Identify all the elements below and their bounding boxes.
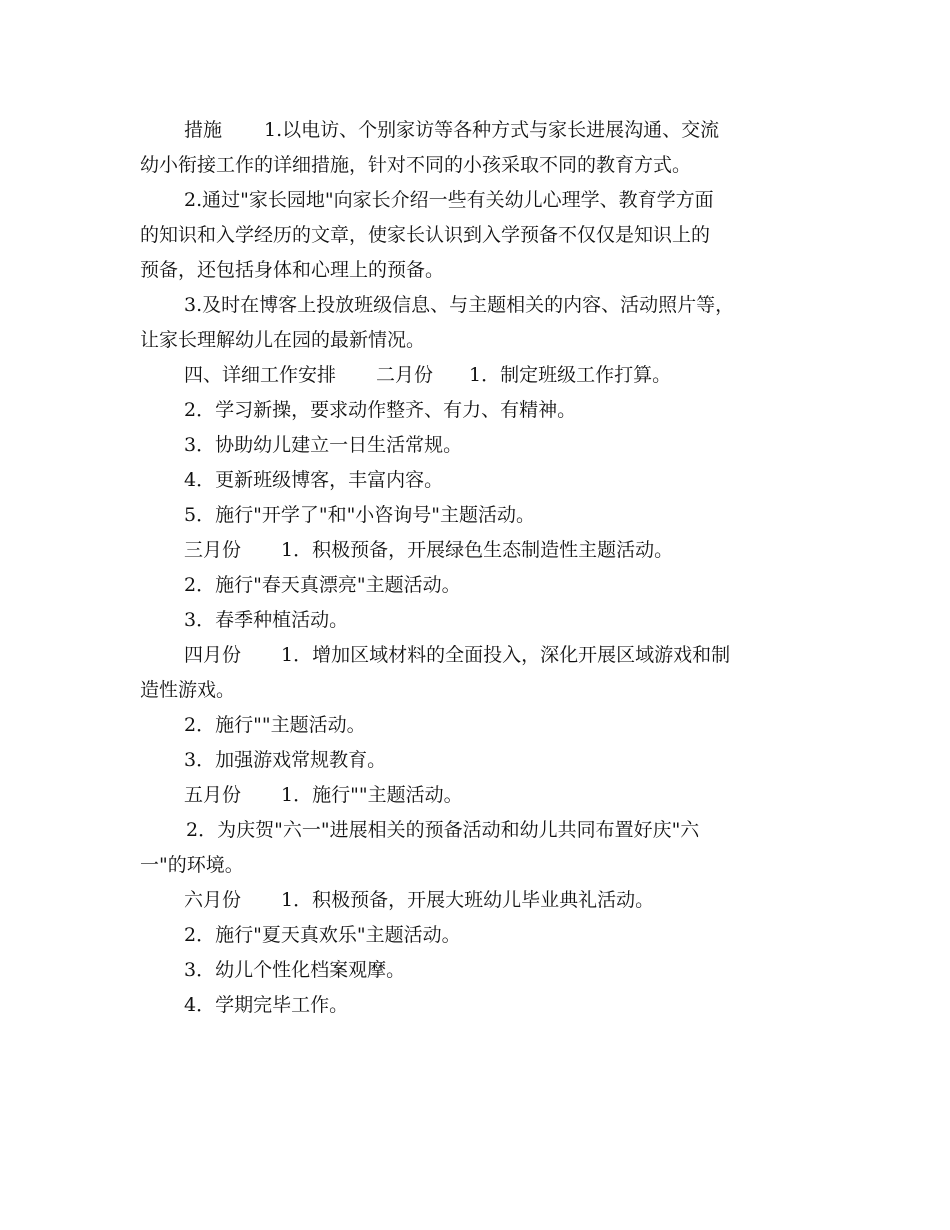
may-item-2: 2．为庆贺"六一"进展相关的预备活动和幼儿共同布置好庆"六 [186, 819, 700, 841]
feb-item-4: 4．更新班级博客，丰富内容。 [184, 469, 444, 491]
measures-line-3: 2.通过"家长园地"向家长介绍一些有关幼儿心理学、教育学方面 [184, 189, 714, 211]
feb-item-2: 2．学习新操，要求动作整齐、有力、有精神。 [184, 399, 577, 421]
mar-item-2: 2．施行"春天真漂亮"主题活动。 [184, 574, 461, 596]
apr-item-1: 1．增加区域材料的全面投入，深化开展区域游戏和制 [281, 644, 731, 666]
apr-item-3: 3．加强游戏常规教育。 [184, 749, 387, 771]
feb-item-1: 1．制定班级工作打算。 [469, 364, 672, 386]
measures-line-7: 让家长理解幼儿在园的最新情况。 [140, 329, 426, 351]
measures-line-2: 幼小衔接工作的详细措施，针对不同的小孩采取不同的教育方式。 [140, 154, 692, 176]
measures-line-6: 3.及时在博客上投放班级信息、与主题相关的内容、活动照片等， [184, 294, 735, 316]
measures-line-1 [140, 113, 830, 148]
measures-label: 措施 [184, 119, 223, 141]
apr-month-label: 四月份 [184, 644, 242, 666]
jun-line-1 [140, 883, 830, 918]
may-item-1: 1．施行""主题活动。 [281, 784, 463, 806]
schedule-heading-line [140, 358, 830, 393]
jun-item-3: 3．幼儿个性化档案观摩。 [184, 959, 406, 981]
feb-item-5: 5．施行"开学了"和"小咨询号"主题活动。 [184, 504, 536, 526]
feb-item-3: 3．协助幼儿建立一日生活常规。 [184, 434, 463, 456]
measures-line-4: 的知识和入学经历的文章，使家长认识到入学预备不仅仅是知识上的 [140, 224, 711, 246]
mar-item-3: 3．春季种植活动。 [184, 609, 349, 631]
may-line-1 [140, 778, 830, 813]
apr-item-2: 2．施行""主题活动。 [184, 714, 366, 736]
jun-item-2: 2．施行"夏天真欢乐"主题活动。 [184, 924, 461, 946]
apr-line-2: 造性游戏。 [140, 679, 236, 701]
mar-line-1 [140, 533, 830, 568]
jun-month-label: 六月份 [184, 889, 242, 911]
measures-line-5: 预备，还包括身体和心理上的预备。 [140, 259, 445, 281]
jun-item-1: 1．积极预备，开展大班幼儿毕业典礼活动。 [281, 889, 655, 911]
mar-month-label: 三月份 [184, 539, 242, 561]
mar-item-1: 1．积极预备，开展绿色生态制造性主题活动。 [281, 539, 674, 561]
jun-item-4: 4．学期完毕工作。 [184, 994, 349, 1016]
may-month-label: 五月份 [184, 784, 242, 806]
apr-line-1 [140, 638, 830, 673]
document-page [140, 113, 830, 1023]
may-item-2-cont: 一"的环境。 [140, 854, 244, 876]
section-title: 四、详细工作安排 [184, 364, 337, 386]
measures-item-1: 1.以电访、个别家访等各种方式与家长进展沟通、交流 [264, 119, 720, 141]
feb-month-label: 二月份 [376, 364, 434, 386]
